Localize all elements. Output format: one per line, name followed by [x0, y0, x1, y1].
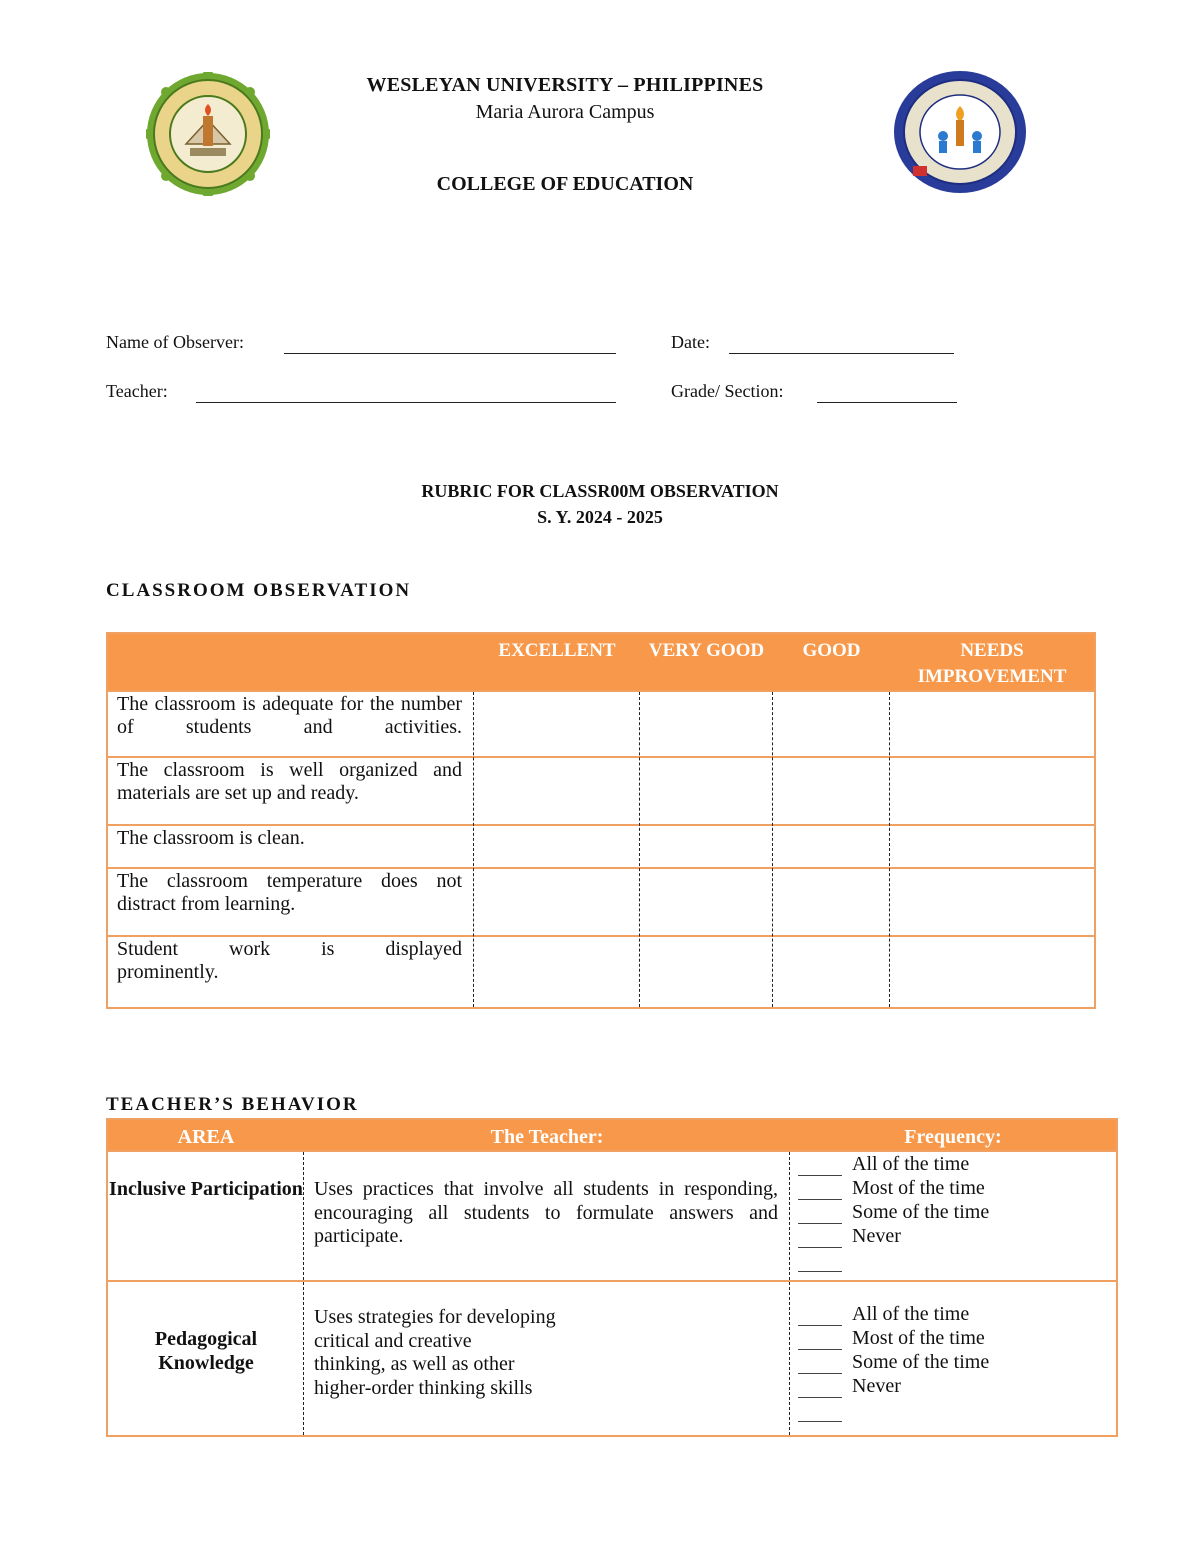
teacher-behavior-table — [106, 1118, 1118, 1437]
frequency-option[interactable]: Never — [798, 1374, 1098, 1398]
table-row — [108, 1280, 1116, 1435]
teacher-description: Uses strategies for developing critical and creative thinking, as well as other higher-order thinking skills — [314, 1306, 556, 1399]
area-label: Pedagogical Knowledge — [154, 1328, 258, 1374]
table-header — [108, 1120, 1116, 1152]
checkbox-blank[interactable] — [798, 1403, 842, 1422]
observer-label: Name of Observer: — [106, 332, 244, 352]
criterion-text: Student work is displayed prominently. — [117, 938, 462, 983]
frequency-option[interactable]: Some of the time — [798, 1200, 1098, 1224]
frequency-option[interactable]: Never — [798, 1224, 1098, 1248]
column-divider — [889, 692, 890, 1007]
column-divider — [789, 1152, 790, 1435]
criterion-text: The classroom is adequate for the number of students and activities. — [117, 693, 462, 738]
table-row — [108, 824, 1094, 869]
column-divider — [473, 692, 474, 1007]
criterion-text: The classroom is well organized and materials are set up and ready. — [117, 759, 462, 804]
area-label: Inclusive Participation — [109, 1178, 303, 1200]
criterion-text: The classroom temperature does not distract from learning. — [117, 870, 462, 915]
frequency-option[interactable]: All of the time — [798, 1152, 1098, 1176]
campus-name: Maria Aurora Campus — [475, 101, 655, 123]
table-row — [108, 867, 1094, 937]
checkbox-blank[interactable] — [798, 1253, 842, 1272]
table-row — [108, 1150, 1116, 1282]
frequency-option[interactable]: Most of the time — [798, 1176, 1098, 1200]
checkbox-blank[interactable] — [798, 1355, 842, 1374]
rubric-title: RUBRIC FOR CLASSR00M OBSERVATION — [421, 481, 779, 501]
frequency-options — [798, 1152, 1098, 1272]
table-row — [108, 690, 1094, 758]
grade-section-label: Grade/ Section: — [671, 381, 784, 401]
checkbox-blank[interactable] — [798, 1205, 842, 1224]
frequency-option[interactable]: Most of the time — [798, 1326, 1098, 1350]
teacher-description: Uses practices that involve all students in responding, encouraging all students to formulate answers and participate. — [314, 1178, 778, 1247]
criterion-text: The classroom is clean. — [117, 827, 305, 849]
column-header-very-good: VERY GOOD — [648, 640, 765, 661]
checkbox-blank[interactable] — [798, 1379, 842, 1398]
frequency-options — [798, 1302, 1098, 1422]
column-header-teacher: The Teacher: — [490, 1126, 604, 1148]
teacher-behavior-heading: TEACHER’S BEHAVIOR — [106, 1094, 359, 1115]
date-field[interactable] — [729, 353, 954, 354]
column-divider — [303, 1152, 304, 1435]
checkbox-blank[interactable] — [798, 1331, 842, 1350]
column-header-needs-improvement: NEEDS IMPROVEMENT — [917, 640, 1067, 687]
checkbox-blank[interactable] — [798, 1229, 842, 1248]
column-header-good: GOOD — [802, 640, 861, 661]
school-year: S. Y. 2024 - 2025 — [537, 507, 663, 527]
frequency-option-extra[interactable] — [798, 1248, 1098, 1272]
column-divider — [772, 692, 773, 1007]
frequency-option[interactable]: Some of the time — [798, 1350, 1098, 1374]
table-row — [108, 935, 1094, 1007]
teacher-label: Teacher: — [106, 381, 168, 401]
grade-section-field[interactable] — [817, 402, 957, 403]
table-header — [108, 634, 1094, 692]
checkbox-blank[interactable] — [798, 1307, 842, 1326]
observer-name-field[interactable] — [284, 353, 616, 354]
date-label: Date: — [671, 332, 710, 352]
table-row — [108, 756, 1094, 826]
checkbox-blank[interactable] — [798, 1181, 842, 1200]
university-name: WESLEYAN UNIVERSITY – PHILIPPINES — [366, 74, 764, 96]
teacher-field[interactable] — [196, 402, 616, 403]
column-header-frequency: Frequency: — [904, 1126, 1002, 1148]
frequency-option-extra[interactable] — [798, 1398, 1098, 1422]
column-header-excellent: EXCELLENT — [498, 640, 616, 661]
frequency-option[interactable]: All of the time — [798, 1302, 1098, 1326]
classroom-observation-heading: CLASSROOM OBSERVATION — [106, 580, 412, 601]
checkbox-blank[interactable] — [798, 1157, 842, 1176]
college-name: COLLEGE OF EDUCATION — [436, 173, 694, 195]
classroom-observation-table — [106, 632, 1096, 1009]
column-divider — [639, 692, 640, 1007]
column-header-area: AREA — [177, 1126, 235, 1148]
